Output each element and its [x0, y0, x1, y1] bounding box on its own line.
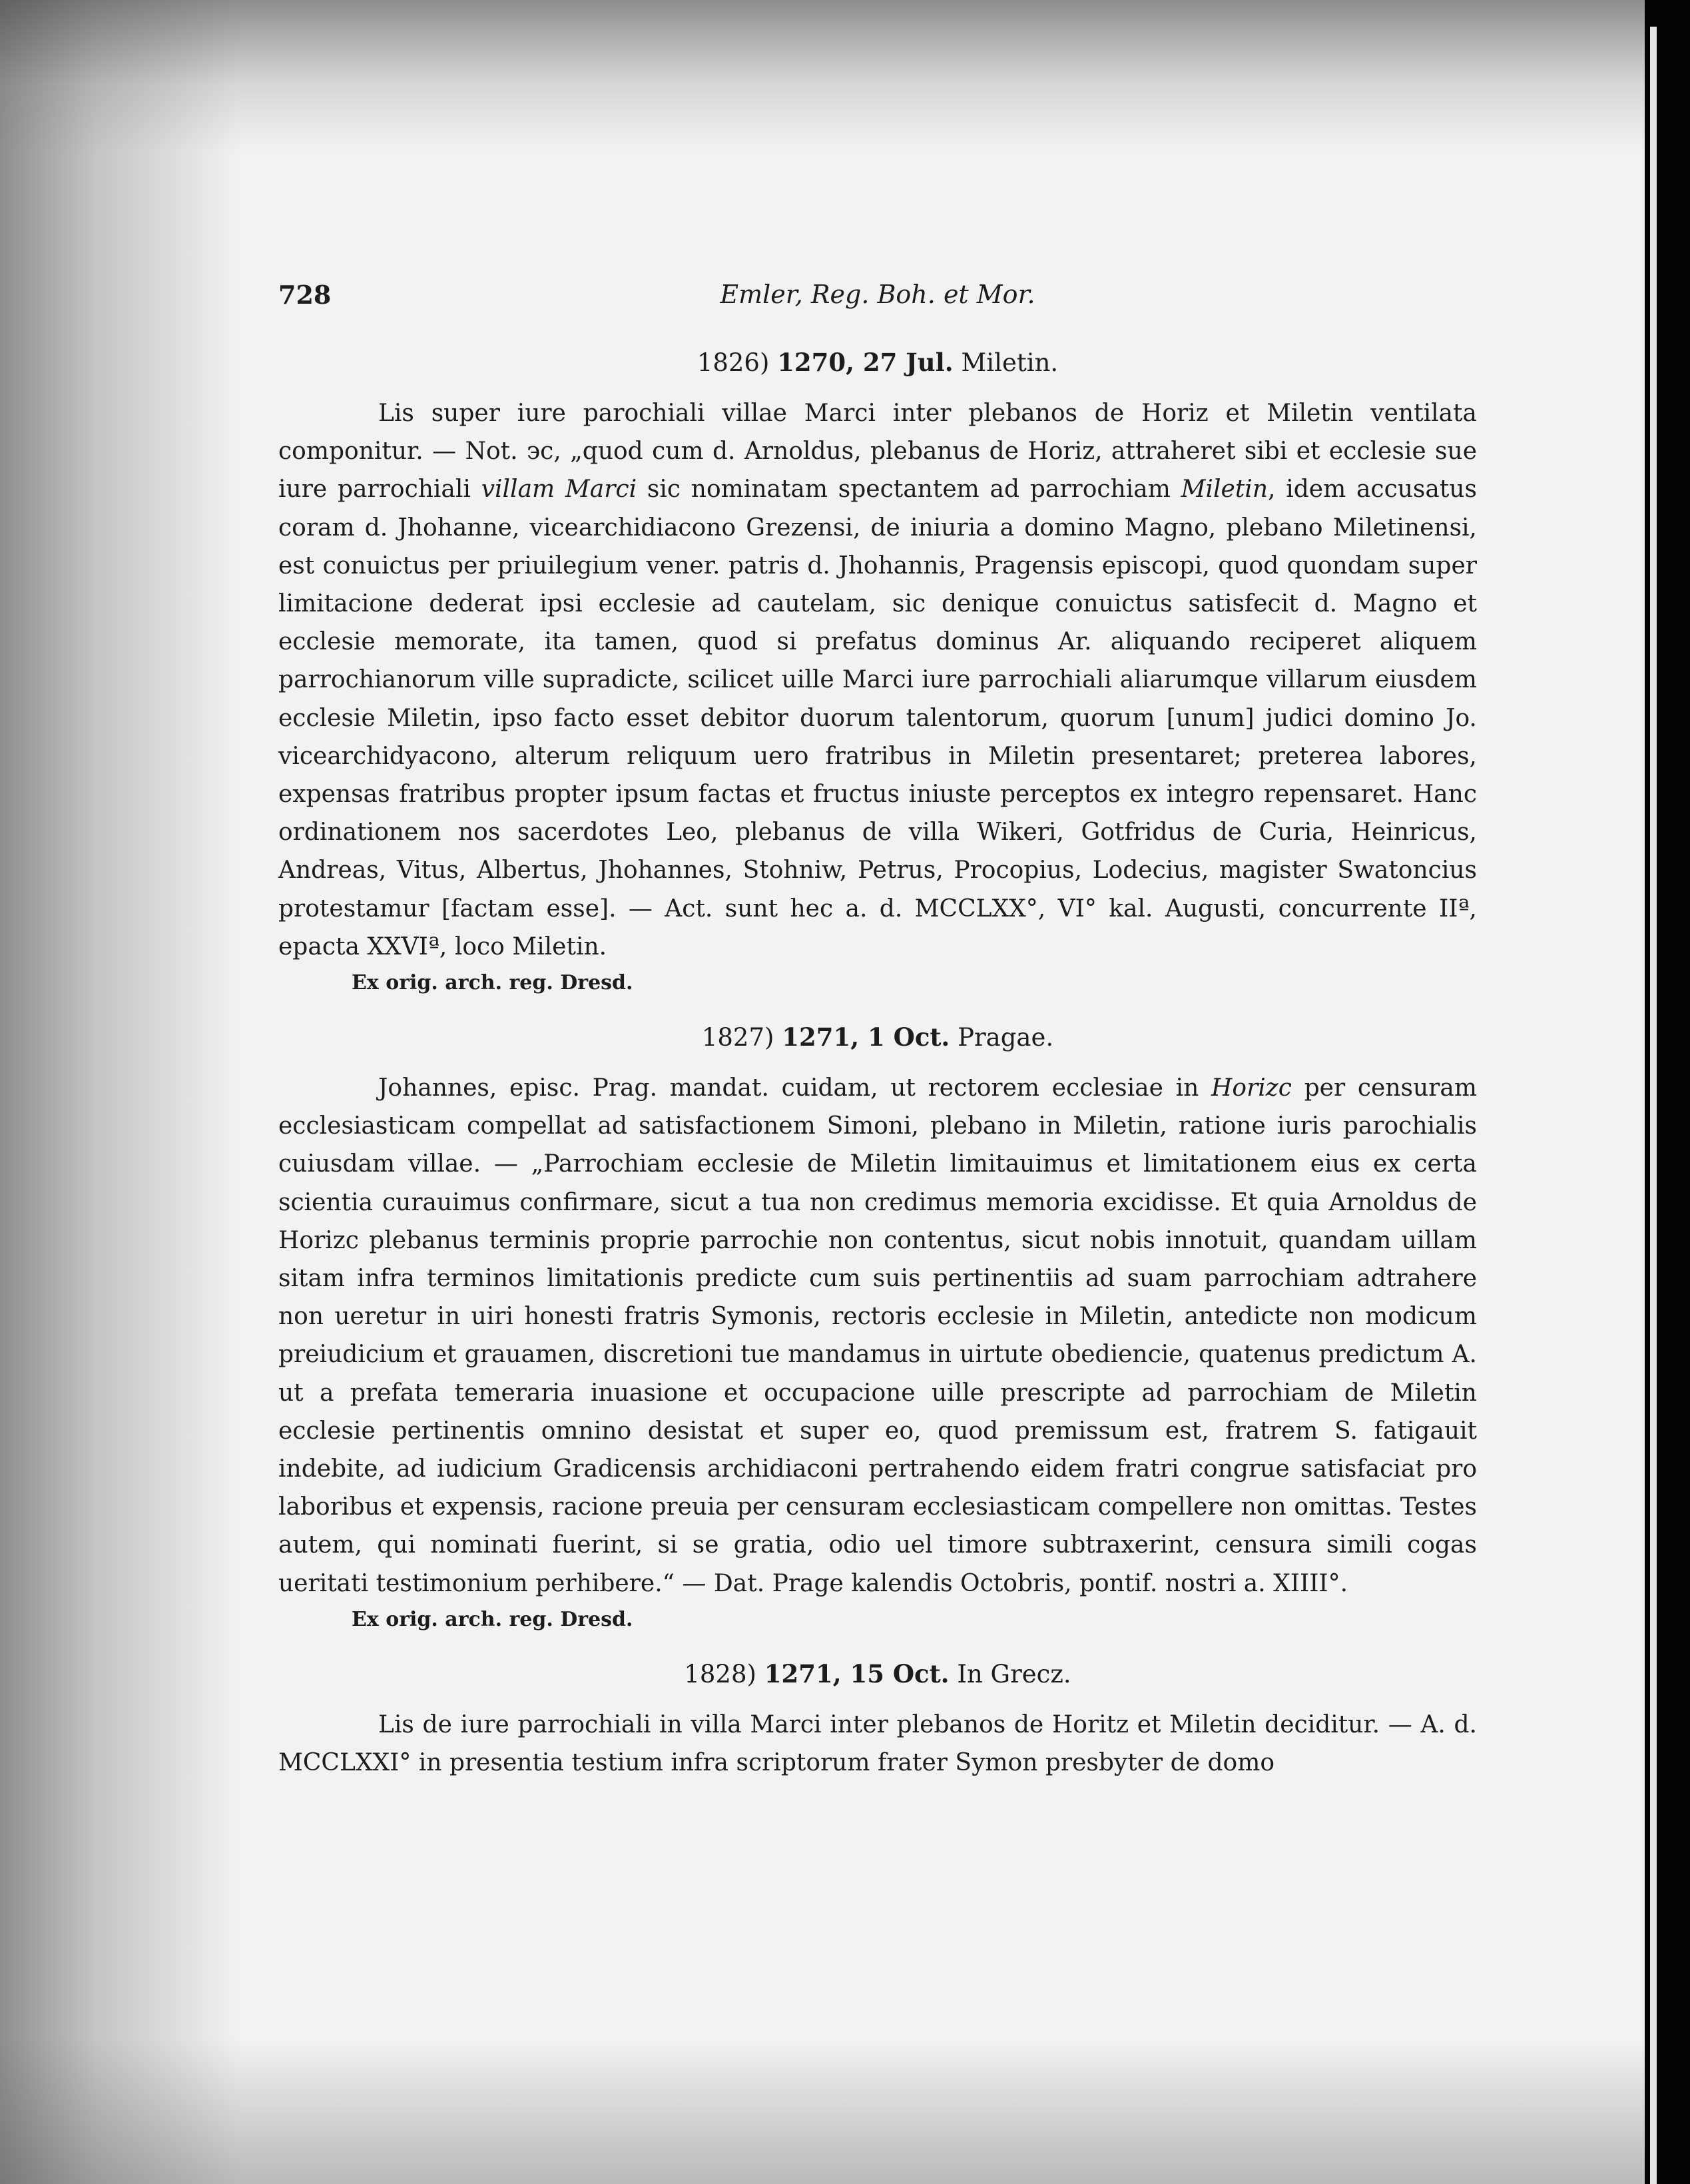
entry-heading [278, 348, 1477, 377]
entry-heading [278, 1022, 1477, 1052]
entry-text [278, 1706, 1477, 1782]
text-segment: per censuram ecclesiasticam compellat ad satisfactionem Simoni, plebano in Miletin, ratione iuris parochialis cuiusdam villae. — „Parrochiam ecclesie de Miletin limitauimus et limitationem eius ex certa scientia curauimus confirmare, sicut a tua non credimus memoria excidisse. Et quia Arnoldus de Horizc plebanus terminis proprie parrochie non contentus, sicut nobis innotuit, quandam uillam sitam infra terminos limitationis predicte cum suis pertinentiis ad suam parrochiam adtrahere non ueretur in uiri honesti fratris Symonis, rectoris ecclesie in Miletin, antedicte non modicum preiudicium et grauamen, discretioni tue mandamus in uirtute obediencie, quatenus predictum A. ut a prefata temeraria inuasione et occupacione uille prescripte ad parrochiam de Miletin ecclesie pertinentis omnino desistat et super eo, quod premissum est, fratrem S. fatigauit indebite, ad iudicium Gradicensis archidiaconi pertrahendo eidem fratri congrue satisfaciat pro laboribus et expensis, racione preuia per censuram ecclesiasticam compellere non omittas. Testes autem, qui nominati fuerint, si se gratia, odio uel timore subtraxerint, censura simili cogas ueritati testimonium perhibere.“ — Dat. Prage kalendis Octobris, pontif. nostri a. XIIII°. [278, 1074, 1477, 1597]
running-title: Emler, Reg. Boh. et Mor. [720, 280, 1035, 309]
page-number: 728 [278, 280, 332, 310]
entry-text [278, 1069, 1477, 1603]
entry-place: In Grecz. [957, 1659, 1071, 1688]
italic-segment: villam Marci [481, 476, 637, 504]
text-segment: Lis super iure parochiali villae Marci inter plebanos de Horiz et Miletin ventilata componitur. — Not. эс, „quod cum d. Arnoldus, plebanus de Horiz, attraheret sibi et ecclesie sue iure parrochiali [278, 400, 1477, 504]
text-segment: Johannes, episc. Prag. mandat. cuidam, ut rectorem ecclesiae in [378, 1074, 1212, 1102]
entry-text [278, 394, 1477, 966]
entry-heading [278, 1659, 1477, 1688]
left-shadow [0, 0, 240, 2184]
source-note: Ex orig. arch. reg. Dresd. [352, 1607, 633, 1631]
entry-place: Miletin. [961, 348, 1059, 377]
italic-segment: Horizc [1211, 1074, 1292, 1102]
source-note: Ex orig. arch. reg. Dresd. [352, 971, 633, 995]
top-shadow [0, 0, 1645, 153]
running-header [278, 266, 1477, 320]
italic-segment: Miletin [1181, 476, 1268, 504]
text-segment: sic nominatam spectantem ad parrochiam [637, 476, 1181, 504]
entry-date: 1271, 1 Oct. [782, 1022, 950, 1052]
text-segment: Lis de iure parrochiali in villa Marci inter plebanos de Horitz et Miletin deciditur. — A. d. MCCLXXI° in presentia testium infra scriptorum frater Symon presbyter de domo [278, 1710, 1477, 1777]
entry-number: 1827) [701, 1023, 774, 1052]
entry-number: 1828) [684, 1659, 756, 1688]
entry-date: 1271, 15 Oct. [764, 1658, 950, 1688]
entry-number: 1826) [697, 348, 770, 377]
right-edge-line [1650, 27, 1657, 2184]
entry-place: Pragae. [958, 1023, 1054, 1052]
bottom-shadow [0, 2037, 1645, 2184]
entry-date: 1270, 27 Jul. [777, 348, 954, 377]
text-segment: , idem accusatus coram d. Jhohanne, vicearchidiacono Grezensi, de iniuria a domino Magno, plebano Miletinensi, est conuictus per priuilegium vener. patris d. Jhohannis, Pragensis episcopi, quod quondam super limitacione dederat ipsi ecclesie ad cautelam, sic denique conuictus satisfecit d. Magno et ecclesie memorate, ita tamen, quod si prefatus dominus Ar. aliquando reciperet aliquem parrochianorum ville supradicte, scilicet uille Marci iure parrochiali aliarumque villarum eiusdem ecclesie Miletin, ipso facto esset debitor duorum talentorum, quorum [unum] judici domino Jo. vicearchidyacono, alterum reliquum uero fratribus in Miletin presentaret; preterea labores, expensas fratribus propter ipsum factas et fructus iniuste perceptos ex integro repensaret. Hanc ordinationem nos sacerdotes Leo, plebanus de villa Wikeri, Gotfridus de Curia, Heinricus, Andreas, Vitus, Albertus, Jhohannes, Stohniw, Petrus, Procopius, Lodecius, magister Swatoncius protestamur [factam esse]. — Act. sunt hec a. d. MCCLXX°, VI° kal. Augusti, concurrente IIª, epacta XXVIª, loco Miletin. [278, 476, 1477, 960]
page-content [278, 266, 1477, 1782]
